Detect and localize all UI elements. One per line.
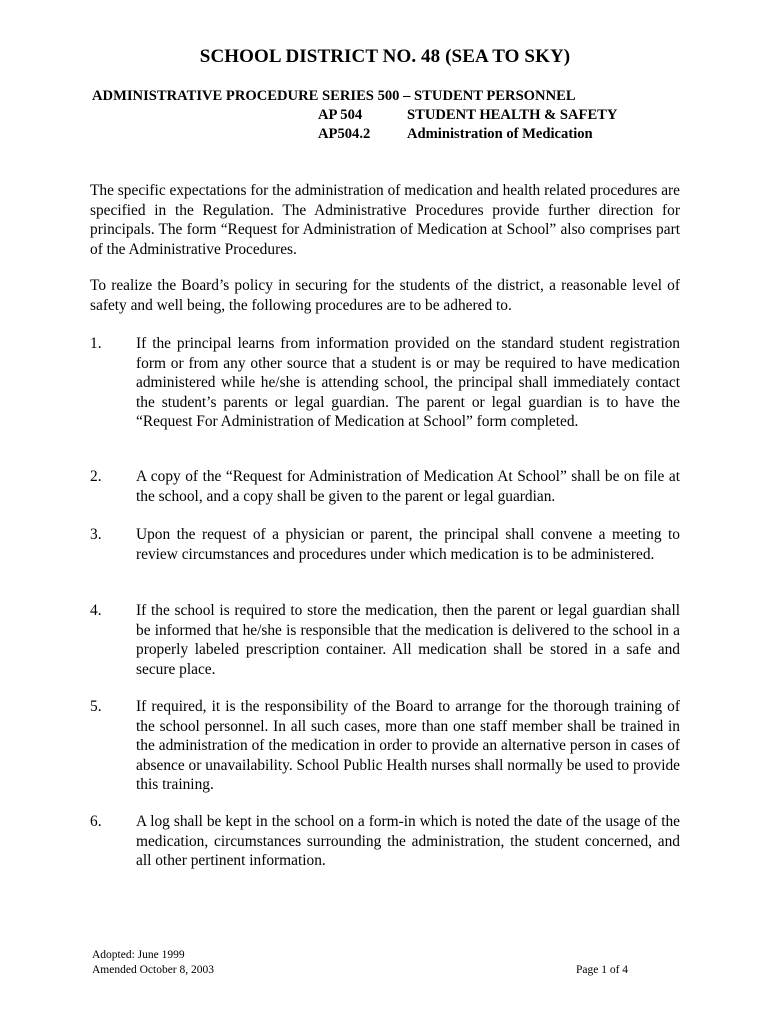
- adopted-date: Adopted: June 1999: [92, 949, 185, 961]
- item-number: 2.: [90, 468, 102, 485]
- procedure-item-1: [90, 334, 680, 432]
- procedure-name: Administration of Medication: [407, 126, 593, 142]
- item-number: 1.: [90, 335, 102, 352]
- document-title: SCHOOL DISTRICT NO. 48 (SEA TO SKY): [199, 46, 571, 67]
- policy-name: STUDENT HEALTH & SAFETY: [407, 107, 618, 123]
- sub-heading-policy: [0, 107, 770, 127]
- item-text: If required, it is the responsibility of the Board to arrange for the thorough training of the school personnel. In all such cases, more than one staff member shall be trained in the administration of the medication in order to provide an alternative person in cases of absence or unavailability. School Public Health nurses shall normally be used to provide this training.: [136, 698, 680, 793]
- sub-heading-procedure: [0, 126, 770, 146]
- item-number: 5.: [90, 698, 102, 715]
- procedure-item-4: [90, 601, 680, 679]
- item-text: If the principal learns from information provided on the standard student registration form or from any other source that a student is or may be required to have medication administered while he/she is attending school, the principal shall immediately contact the student’s parents or legal guardian. The parent or legal guardian is to have the “Request For Administration of Medication at School” form completed.: [136, 335, 680, 430]
- item-text: A log shall be kept in the school on a form-in which is noted the date of the usage of the medication, circumstances surrounding the administration, the student concerned, and all other pertinent information.: [136, 813, 680, 869]
- item-number: 4.: [90, 602, 102, 619]
- footer-dates: [92, 948, 214, 978]
- series-heading: ADMINISTRATIVE PROCEDURE SERIES 500 – STUDENT PERSONNEL: [92, 88, 576, 104]
- item-number: 3.: [90, 526, 102, 543]
- procedure-item-3: [90, 525, 680, 564]
- policy-code: AP 504: [318, 107, 363, 123]
- procedure-item-5: [90, 697, 680, 795]
- amended-date: Amended October 8, 2003: [92, 964, 214, 976]
- page-number: Page 1 of 4: [576, 964, 629, 976]
- item-text: If the school is required to store the medication, then the parent or legal guardian shall be informed that he/she is responsible that the medication is delivered to the school in a properly labeled prescription container. All medication shall be stored in a safe and secure place.: [136, 602, 680, 678]
- item-text: A copy of the “Request for Administration of Medication At School” shall be on file at the school, and a copy shall be given to the parent or legal guardian.: [136, 468, 680, 505]
- intro-paragraph-1: The specific expectations for the administration of medication and health related procedures are specified in the Regulation. The Administrative Procedures provide further direction for principals. The form “Request for Administration of Medication at School” also comprises part of the Administrative Procedures.: [90, 182, 680, 258]
- procedure-code: AP504.2: [318, 126, 371, 142]
- item-text: Upon the request of a physician or parent, the principal shall convene a meeting to review circumstances and procedures under which medication is to be administered.: [136, 526, 680, 563]
- procedure-item-6: [90, 812, 680, 871]
- intro-paragraph-2: To realize the Board’s policy in securing for the students of the district, a reasonable level of safety and well being, the following procedures are to be adhered to.: [90, 277, 680, 314]
- procedure-item-2: [90, 467, 680, 506]
- item-number: 6.: [90, 813, 102, 830]
